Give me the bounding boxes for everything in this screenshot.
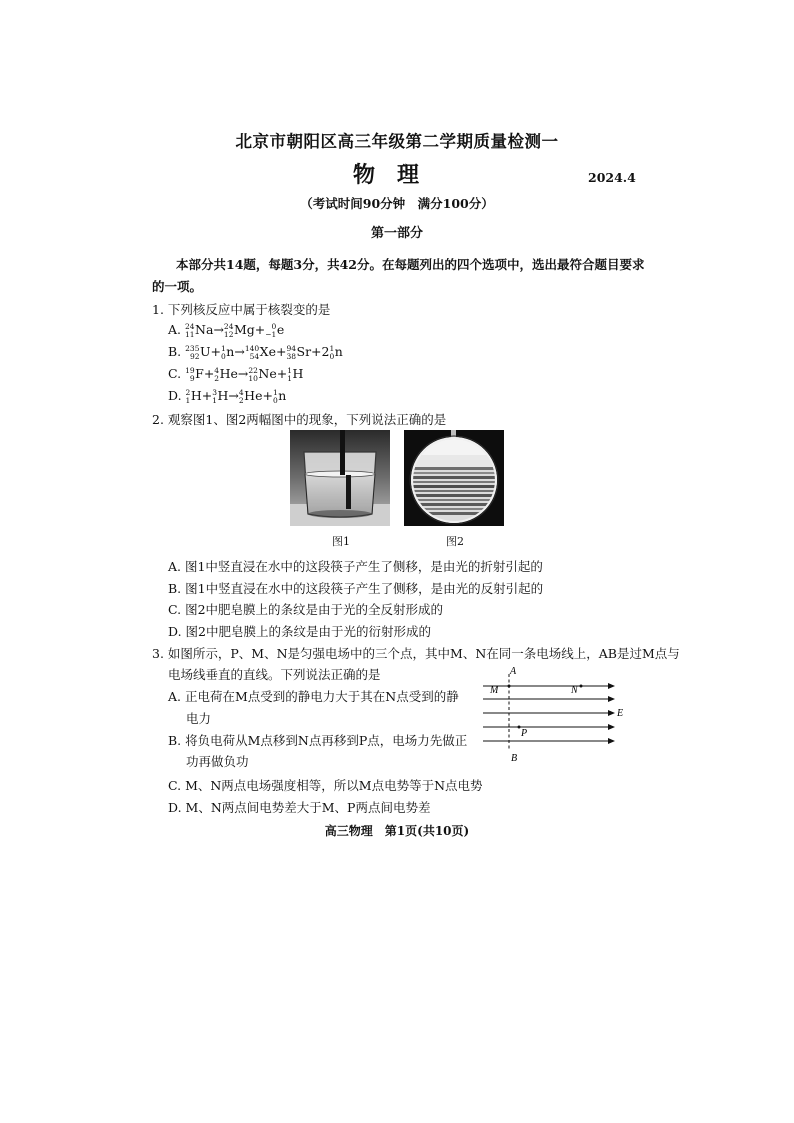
- charge: 10: [248, 373, 258, 383]
- figure-2-soap-film-photo: [404, 430, 504, 526]
- nuclide-electron: [265, 322, 284, 338]
- plus: +: [210, 344, 222, 359]
- q3-stem-line1: 3. 如图所示，P、M、N是匀强电场中的三个点，其中M、N在同一条电场线上，AB是过M点与: [152, 646, 680, 661]
- mass: 4: [238, 388, 244, 397]
- q3-option-b-line2: 功再做负功: [186, 754, 249, 769]
- arrow: →: [237, 366, 249, 381]
- charge: 1: [212, 395, 217, 405]
- mass: 235: [185, 344, 200, 353]
- mass: 3: [212, 388, 217, 397]
- charge: 38: [286, 351, 296, 361]
- q1-option-a: [168, 322, 284, 338]
- charge: 9: [189, 373, 195, 383]
- page-footer: 高三物理 第1页(共10页): [324, 824, 470, 838]
- figure-2-caption: 图2: [446, 535, 464, 548]
- mass: 94: [286, 344, 296, 353]
- mass: 1: [272, 388, 278, 397]
- q2-stem: 2. 观察图1、图2两幅图中的现象，下列说法正确的是: [152, 412, 447, 427]
- symbol: He: [219, 366, 238, 381]
- nuclide-neutron: [329, 344, 342, 360]
- plus: +: [276, 366, 288, 381]
- symbol: Ne: [258, 366, 277, 381]
- nuclide-neutron: [221, 344, 234, 360]
- q3-option-a-line2: 电力: [186, 711, 212, 726]
- q3-option-c: C. M、N两点电场强度相等，所以M点电势等于N点电势: [168, 778, 483, 793]
- arrow: →: [228, 388, 239, 403]
- symbol: Na: [195, 322, 214, 337]
- label-e: E: [617, 708, 624, 719]
- q1-stem: 1. 下列核反应中属于核裂变的是: [152, 302, 331, 317]
- q1-option-b-label: B.: [168, 344, 182, 359]
- charge: 12: [223, 329, 234, 339]
- mass: 4: [214, 366, 220, 375]
- mass: 1: [329, 344, 335, 353]
- mass: 140: [244, 344, 260, 353]
- nuclide-neutron: [273, 388, 286, 404]
- subject-title: 物理: [352, 162, 441, 188]
- label-p: P: [521, 728, 528, 739]
- plus: +: [262, 388, 273, 403]
- mass: 19: [185, 366, 195, 375]
- symbol: F: [195, 366, 204, 381]
- mass: 1: [287, 366, 293, 375]
- instructions-line1: 本部分共14题，每题3分，共42分。在每题列出的四个选项中，选出最符合题目要求: [176, 257, 645, 272]
- charge: 0: [272, 395, 278, 405]
- plus: +: [201, 388, 213, 403]
- charge: 2: [214, 373, 220, 383]
- point-n: [580, 685, 583, 688]
- q3-electric-field-diagram: [478, 662, 628, 770]
- q1-option-c: [168, 366, 303, 382]
- part-title: 第一部分: [370, 226, 423, 241]
- label-b: B: [511, 753, 518, 764]
- arrow: →: [234, 344, 245, 359]
- q1-option-d-label: D.: [168, 388, 182, 403]
- nuclide-f19: [185, 366, 204, 382]
- charge: 0: [221, 351, 226, 361]
- symbol: H: [292, 366, 304, 381]
- plus-two: +2: [311, 344, 330, 359]
- symbol: He: [244, 388, 263, 403]
- q2-option-c: C. 图2中肥皂膜上的条纹是由于光的全反射形成的: [168, 602, 444, 617]
- mass: 24: [223, 322, 234, 331]
- q2-option-b: B. 图1中竖直浸在水中的这段筷子产生了侧移，是由光的反射引起的: [168, 581, 544, 596]
- exam-date: 2024.4: [588, 170, 636, 185]
- charge: 0: [329, 351, 335, 361]
- nuclide-ne22: [248, 366, 276, 382]
- q3-option-b-line1: B. 将负电荷从M点移到N点再移到P点，电场力先做正: [168, 733, 468, 748]
- label-m: M: [490, 685, 499, 696]
- nuclide-u235: [185, 344, 210, 360]
- charge: 92: [189, 351, 200, 361]
- plus: +: [275, 344, 287, 359]
- symbol: H: [190, 388, 202, 403]
- charge: 54: [249, 351, 260, 361]
- mass: 24: [185, 322, 195, 331]
- charge: −1: [265, 329, 277, 339]
- mass: 1: [221, 344, 226, 353]
- mass: 0: [271, 322, 277, 331]
- plus: +: [254, 322, 266, 337]
- symbol: Xe: [259, 344, 276, 359]
- label-a: A: [510, 666, 517, 677]
- symbol: H: [217, 388, 229, 403]
- symbol: n: [278, 388, 287, 403]
- mass: 2: [185, 388, 191, 397]
- q1-option-d: [168, 388, 286, 404]
- q2-option-d: D. 图2中肥皂膜上的条纹是由于光的衍射形成的: [168, 624, 431, 639]
- symbol: n: [334, 344, 343, 359]
- q3-stem-line2: 电场线垂直的直线。下列说法正确的是: [168, 667, 381, 682]
- figure-1-caption: 图1: [332, 535, 350, 548]
- plus: +: [203, 366, 215, 381]
- q3-option-d: D. M、N两点间电势差大于M、P两点间电势差: [168, 800, 431, 815]
- charge: 1: [185, 395, 191, 405]
- exam-info: （考试时间90分钟 满分100分）: [300, 196, 494, 211]
- arrow: →: [213, 322, 224, 337]
- nuclide-he4: [239, 388, 263, 404]
- symbol: U: [199, 344, 211, 359]
- nuclide-h1: [287, 366, 303, 382]
- symbol: Mg: [233, 322, 255, 337]
- q1-option-c-label: C.: [168, 366, 182, 381]
- nuclide-xe140: [245, 344, 276, 360]
- symbol: e: [276, 322, 285, 337]
- nuclide-na24: [185, 322, 213, 338]
- charge: 1: [287, 373, 293, 383]
- charge: 11: [185, 329, 195, 339]
- q1-option-b: [168, 344, 343, 360]
- nuclide-h2: [186, 388, 202, 404]
- instructions-line2: 的一项。: [152, 279, 203, 294]
- label-n: N: [571, 685, 578, 696]
- exam-title: 北京市朝阳区高三年级第二学期质量检测一: [235, 132, 559, 151]
- q1-option-a-label: A.: [168, 322, 182, 337]
- charge: 2: [238, 395, 244, 405]
- figure-1-chopstick-photo: [290, 430, 390, 526]
- nuclide-he4: [214, 366, 238, 382]
- nuclide-h3: [212, 388, 228, 404]
- q2-option-a: A. 图1中竖直浸在水中的这段筷子产生了侧移，是由光的折射引起的: [168, 559, 543, 574]
- symbol: Sr: [296, 344, 312, 359]
- point-m: [508, 685, 511, 688]
- nuclide-mg24: [224, 322, 255, 338]
- mass: 22: [248, 366, 258, 375]
- symbol: n: [226, 344, 235, 359]
- q3-option-a-line1: A. 正电荷在M点受到的静电力大于其在N点受到的静: [168, 689, 459, 704]
- nuclide-sr94: [286, 344, 311, 360]
